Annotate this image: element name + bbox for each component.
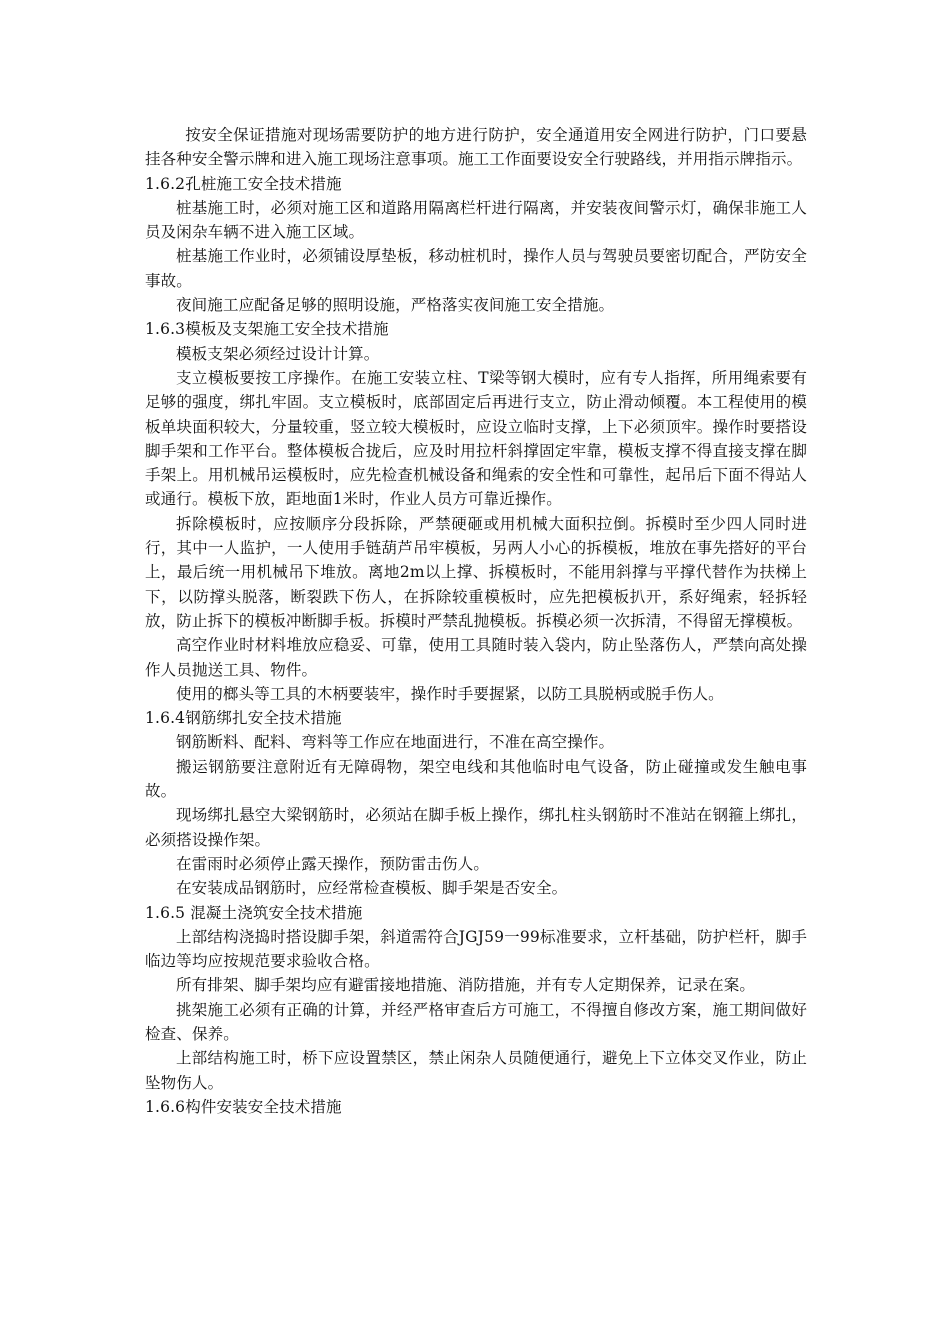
paragraph: 搬运钢筋要注意附近有无障碍物，架空电线和其他临时电气设备，防止碰撞或发生触电事故。 [145, 757, 807, 801]
paragraph: 桩基施工时，必须对施工区和道路用隔离栏杆进行隔离，并安装夜间警示灯，确保非施工人员及闲杂车辆不进入施工区域。 [145, 198, 807, 242]
section-heading-1-6-6: 1.6.6构件安装安全技术措施 [145, 1097, 342, 1116]
section-heading-1-6-3: 1.6.3模板及支架施工安全技术措施 [145, 320, 389, 339]
paragraph: 现场绑扎悬空大梁钢筋时，必须站在脚手板上操作，绑扎柱头钢筋时不准站在钢箍上绑扎，必须搭设操作架。 [145, 806, 807, 849]
paragraph: 上部结构浇捣时搭设脚手架，斜道需符合JGJ59一99标准要求，立杆基础，防护栏杆，脚手临边等均应按规范要求验收合格。 [145, 927, 807, 971]
intro-paragraph: 按安全保证措施对现场需要防护的地方进行防护，安全通道用安全网进行防护，门口要悬挂各种安全警示牌和进入施工现场注意事项。施工工作面要设安全行驶路线，并用指示牌指示。 [145, 126, 807, 169]
document-page [145, 123, 807, 1119]
section-heading-1-6-5: 1.6.5 混凝土浇筑安全技术措施 [145, 903, 363, 922]
section-heading-1-6-2: 1.6.2孔桩施工安全技术措施 [145, 174, 342, 193]
paragraph: 高空作业时材料堆放应稳妥、可靠，使用工具随时装入袋内，防止坠落伤人，严禁向高处操作人员抛送工具、物件。 [145, 636, 807, 679]
paragraph: 模板支架必须经过设计计算。 [176, 344, 380, 363]
section-heading-1-6-4: 1.6.4钢筋绑扎安全技术措施 [145, 709, 342, 728]
paragraph: 钢筋断料、配料、弯料等工作应在地面进行，不准在高空操作。 [176, 733, 615, 752]
paragraph: 上部结构施工时，桥下应设置禁区，禁止闲杂人员随便通行，避免上下立体交叉作业，防止坠物伤人。 [145, 1049, 807, 1092]
paragraph: 拆除模板时，应按顺序分段拆除，严禁硬砸或用机械大面积拉倒。拆模时至少四人同时进行，其中一人监护，一人使用手链葫芦吊牢模板，另两人小心的拆模板，堆放在事先搭好的平台上，最后统一用机械吊下堆放。离地2m以上撑、拆模板时，不能用斜撑与平撑代替作为扶梯上下，以防撑头脱落，断裂跌下伤人，在拆除较重模板时，应先把模板扒开，系好绳索，轻拆轻放，防止拆下的模板冲断脚手板。拆模时严禁乱抛模板。拆模必须一次拆清，不得留无撑模板。 [145, 514, 807, 630]
paragraph: 支立模板要按工序操作。在施工安装立柱、T梁等钢大模时，应有专人指挥，所用绳索要有足够的强度，绑扎牢固。支立模板时，底部固定后再进行支立，防止滑动倾覆。本工程使用的模板单块面积较大，分量较重，竖立较大模板时，应设立临时支撑，上下必须顶牢。操作时要搭设脚手架和工作平台。整体模板合拢后，应及时用拉杆斜撑固定牢靠，模板支撑不得直接支撑在脚手架上。用机械吊运模板时，应先检查机械设备和绳索的安全性和可靠性，起吊后下面不得站人或通行。模板下放，距地面1米时，作业人员方可靠近操作。 [145, 368, 807, 509]
paragraph: 所有排架、脚手架均应有避雷接地措施、消防措施，并有专人定期保养，记录在案。 [176, 976, 756, 995]
paragraph: 使用的榔头等工具的木柄要装牢，操作时手要握紧，以防工具脱柄或脱手伤人。 [176, 684, 724, 703]
paragraph: 桩基施工作业时，必须铺设厚垫板，移动桩机时，操作人员与驾驶员要密切配合，严防安全事故。 [145, 247, 807, 290]
paragraph: 夜间施工应配备足够的照明设施，严格落实夜间施工安全措施。 [176, 296, 615, 315]
paragraph: 挑架施工必须有正确的计算，并经严格审查后方可施工，不得擅自修改方案，施工期间做好检查、保养。 [145, 1000, 807, 1043]
paragraph: 在雷雨时必须停止露天操作，预防雷击伤人。 [176, 854, 490, 873]
paragraph: 在安装成品钢筋时，应经常检查模板、脚手架是否安全。 [176, 879, 568, 898]
